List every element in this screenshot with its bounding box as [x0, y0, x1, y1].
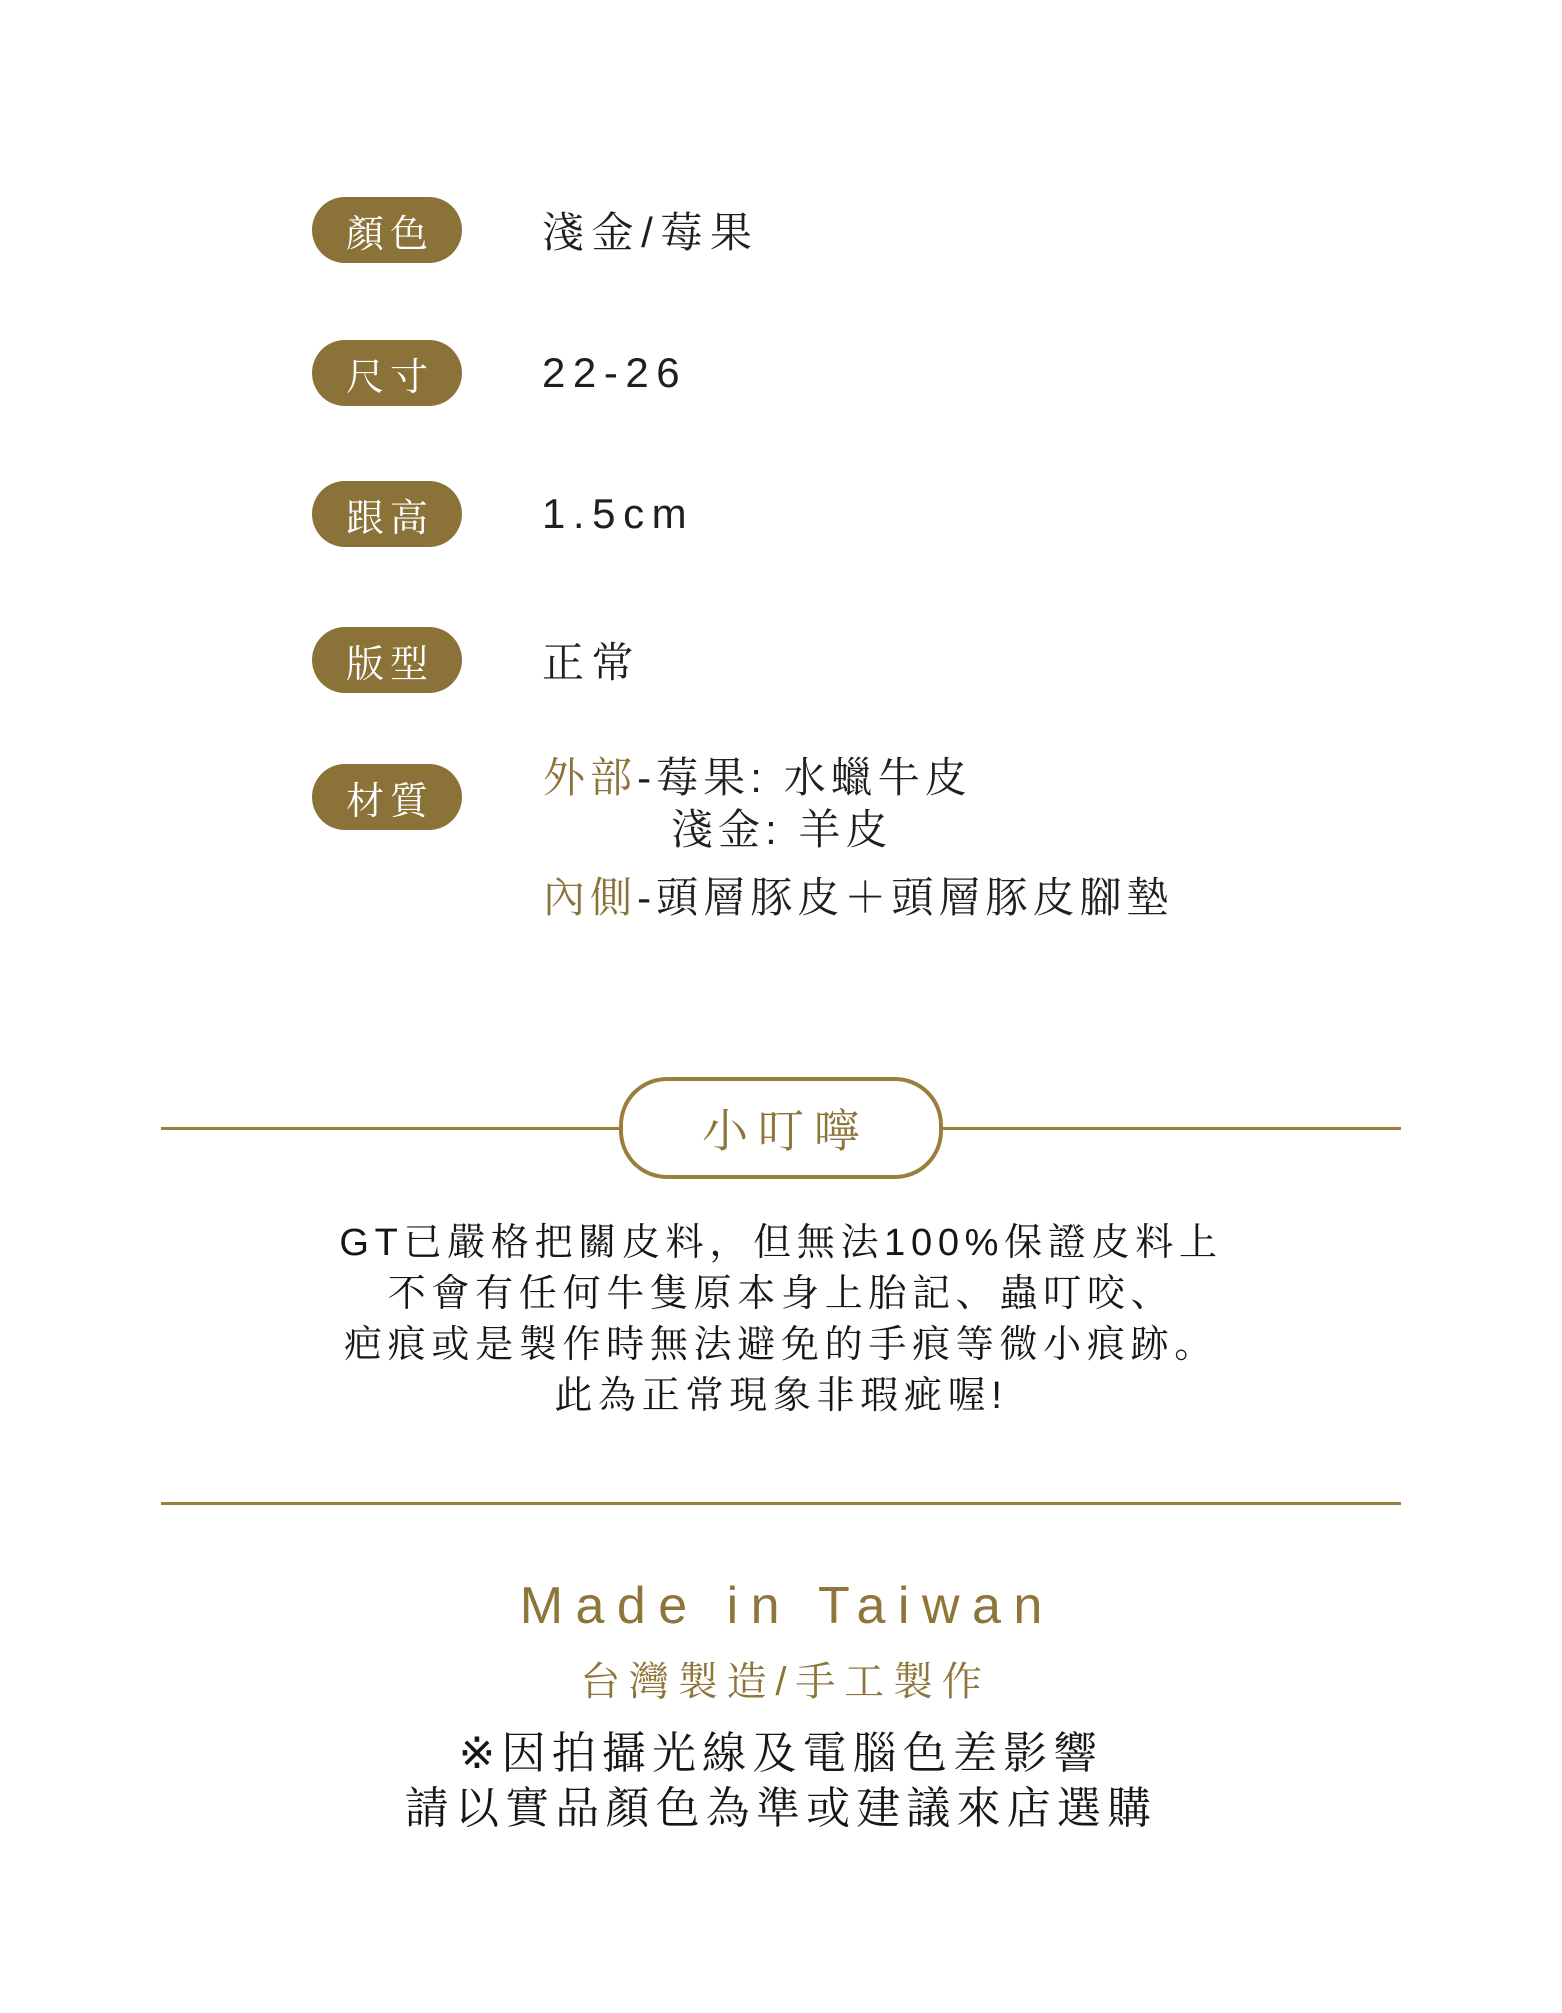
material-outer-detail: -莓果: 水蠟牛皮	[637, 754, 972, 801]
fit-label-badge	[312, 627, 462, 693]
reminder-capsule	[619, 1077, 943, 1179]
divider-line-right	[943, 1127, 1401, 1130]
material-inner-detail: -頭層豚皮＋頭層豚皮腳墊	[637, 874, 1174, 921]
reminder-divider	[161, 1077, 1401, 1179]
heel-height-label: 跟高	[345, 497, 434, 540]
material-inner-line	[543, 872, 1174, 924]
footer-divider-line	[161, 1502, 1401, 1505]
reminder-note-line: 此為正常現象非瑕疵喔!	[554, 1375, 1008, 1417]
reminder-title: 小叮嚀	[702, 1105, 870, 1157]
color-value: 淺金/莓果	[542, 209, 760, 256]
material-outer-prefix: 外部	[543, 754, 638, 801]
fit-label: 版型	[345, 643, 434, 686]
photo-color-disclaimer	[0, 1726, 1562, 1836]
material-label: 材質	[345, 780, 434, 823]
size-label-badge	[312, 340, 462, 406]
spec-row-size	[312, 340, 687, 406]
reminder-note-line: 疤痕或是製作時無法避免的手痕等微小痕跡。	[343, 1324, 1218, 1366]
made-in-taiwan-text: Made in Taiwan	[519, 1577, 1055, 1635]
heel-height-label-badge	[312, 481, 462, 547]
spec-row-color	[312, 197, 759, 263]
reminder-note-line: GT已嚴格把關皮料，但無法100%保證皮料上	[339, 1222, 1223, 1264]
material-inner-prefix: 內側	[543, 874, 638, 921]
photo-disclaimer-line2: 請以實品顏色為準或建議來店選購	[404, 1784, 1158, 1833]
divider-line-left	[161, 1127, 619, 1130]
reminder-note-line: 不會有任何牛隻原本身上胎記、蟲叮咬、	[387, 1273, 1175, 1315]
spec-row-fit	[312, 627, 641, 693]
material-outer-line2: 淺金: 羊皮	[671, 806, 893, 853]
reminder-note	[0, 1218, 1562, 1422]
size-value: 22-26	[542, 349, 688, 396]
fit-value: 正常	[542, 639, 642, 686]
size-label: 尺寸	[345, 356, 434, 399]
material-outer-line	[543, 752, 1174, 804]
photo-disclaimer-line1: ※因拍攝光線及電腦色差影響	[458, 1729, 1104, 1778]
made-in-taiwan-chinese-text: 台灣製造/手工製作	[580, 1660, 991, 1704]
material-label-badge	[312, 764, 462, 830]
color-label-badge	[312, 197, 462, 263]
color-label: 顏色	[345, 213, 434, 256]
material-content	[543, 752, 1174, 924]
spec-row-heel-height	[312, 481, 694, 547]
heel-height-value: 1.5cm	[542, 490, 695, 537]
